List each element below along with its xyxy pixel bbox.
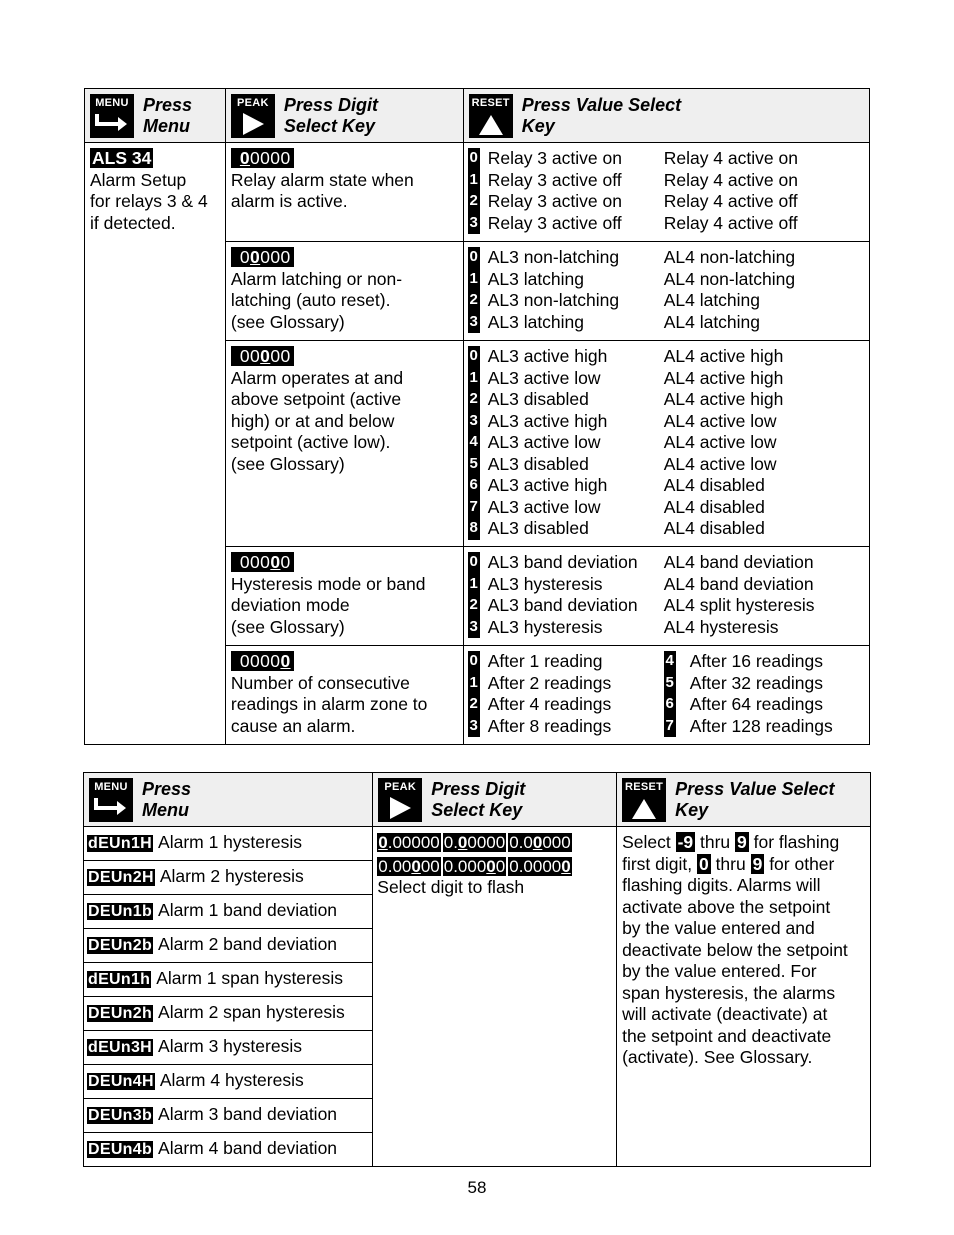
menu-code-display: ALS 34 — [92, 148, 152, 168]
value-cell: 0 AL3 non-latching AL4 non-latching 1 AL3 latching AL4 non-latching 2 AL3 non-latching AL4 latching 3 AL3 latching AL4 latching — [463, 242, 869, 341]
header-menu-cell: MENU Press Menu — [85, 89, 226, 143]
digit-cell: 00000 Hysteresis mode or band deviation mode (see Glossary) — [225, 547, 463, 646]
digit-cell: 00000 Alarm operates at and above setpoint (active high) or at and below setpoint (active low). (see Glossary) — [225, 341, 463, 547]
reset-key-icon: RESET — [622, 778, 666, 822]
header-reset-cell: RESET Press Value Select Key — [463, 89, 869, 143]
peak-key-icon: PEAK — [231, 94, 275, 138]
digit-display: 00000 — [231, 346, 294, 366]
page-number: 58 — [467, 1178, 487, 1197]
menu-item: DEUn2h Alarm 2 span hysteresis — [84, 997, 373, 1031]
digit-cell: 0.00000 0.00000 0.00000 0.00000 0.00000 0.00000 Select digit to flash — [373, 827, 617, 1167]
reset-key-icon: RESET — [469, 94, 513, 138]
menu-key-icon: MENU — [89, 778, 133, 822]
menu-item: DEUn2H Alarm 2 hysteresis — [84, 861, 373, 895]
alarm-setup-table — [84, 88, 870, 745]
table-header — [84, 773, 871, 827]
menu-item: dEUn1H Alarm 1 hysteresis — [84, 827, 373, 861]
header-peak-cell: PEAK Press Digit Select Key — [373, 773, 617, 827]
menu-item: DEUn1b Alarm 1 band deviation — [84, 895, 373, 929]
table-row — [85, 143, 870, 242]
menu-key-icon: MENU — [90, 94, 134, 138]
table-row — [84, 827, 871, 861]
header-menu-cell: MENU Press Menu — [84, 773, 373, 827]
digit-display: 00000 — [231, 651, 294, 671]
digit-display-group: 0.00000 0.00000 0.00000 — [378, 856, 571, 876]
value-cell: 0 Relay 3 active on Relay 4 active on 1 Relay 3 active off Relay 4 active on 2 Relay 3 active on Relay 4 active off 3 Relay 3 active off Relay 4 active off — [463, 143, 869, 242]
menu-item: DEUn4b Alarm 4 band deviation — [84, 1133, 373, 1167]
menu-cell: ALS 34 Alarm Setup for relays 3 & 4 if detected. — [85, 143, 226, 745]
digit-display: 00000 — [231, 148, 294, 168]
digit-display-group: 0.00000 0.00000 0.00000 — [378, 833, 571, 852]
peak-key-icon: PEAK — [378, 778, 422, 822]
digit-cell: 00000 Alarm latching or non- latching (auto reset). (see Glossary) — [225, 242, 463, 341]
table-header — [85, 89, 870, 143]
menu-item: dEUn1h Alarm 1 span hysteresis — [84, 963, 373, 997]
value-cell: 0 AL3 band deviation AL4 band deviation 1 AL3 hysteresis AL4 band deviation 2 AL3 band deviation AL4 split hysteresis 3 AL3 hysteresis AL4 hysteresis — [463, 547, 869, 646]
value-cell: 0 AL3 active high AL4 active high 1 AL3 active low AL4 active high 2 AL3 disabled AL4 active high 3 AL3 active high AL4 active low 4 AL3 active low AL4 active low 5 AL3 disabled AL4 active low 6 AL3 active high AL4 disabled 7 AL3 active low AL4 disabled 8 AL3 disabled AL4 disabled — [463, 341, 869, 547]
menu-item: DEUn4H Alarm 4 hysteresis — [84, 1065, 373, 1099]
menu-item: DEUn3b Alarm 3 band deviation — [84, 1099, 373, 1133]
header-peak-cell: PEAK Press Digit Select Key — [225, 89, 463, 143]
header-reset-cell: RESET Press Value Select Key — [617, 773, 871, 827]
digit-display: 00000 — [231, 247, 294, 267]
digit-display: 00000 — [231, 552, 294, 572]
menu-item: dEUn3H Alarm 3 hysteresis — [84, 1031, 373, 1065]
deviation-table — [83, 772, 871, 1167]
digit-cell: 00000 Relay alarm state when alarm is active. — [225, 143, 463, 242]
value-cell: 0 After 1 reading 4 After 16 readings 1 After 2 readings 5 After 32 readings 2 After 4 readings 6 After 64 readings 3 After 8 readings 7 After 128 readings — [463, 646, 869, 745]
menu-item: DEUn2b Alarm 2 band deviation — [84, 929, 373, 963]
digit-cell: 00000 Number of consecutive readings in alarm zone to cause an alarm. — [225, 646, 463, 745]
value-cell: Select -9 thru 9 for flashing first digit, 0 thru 9 for other flashing digits. Alarms will activate above the setpoint by the value entered and deactivate below the setpoint by the value entered. For span hysteresis, the alarms will activate (deactivate) at the setpoint and deactivate (activate). See Glossary. — [617, 827, 871, 1167]
